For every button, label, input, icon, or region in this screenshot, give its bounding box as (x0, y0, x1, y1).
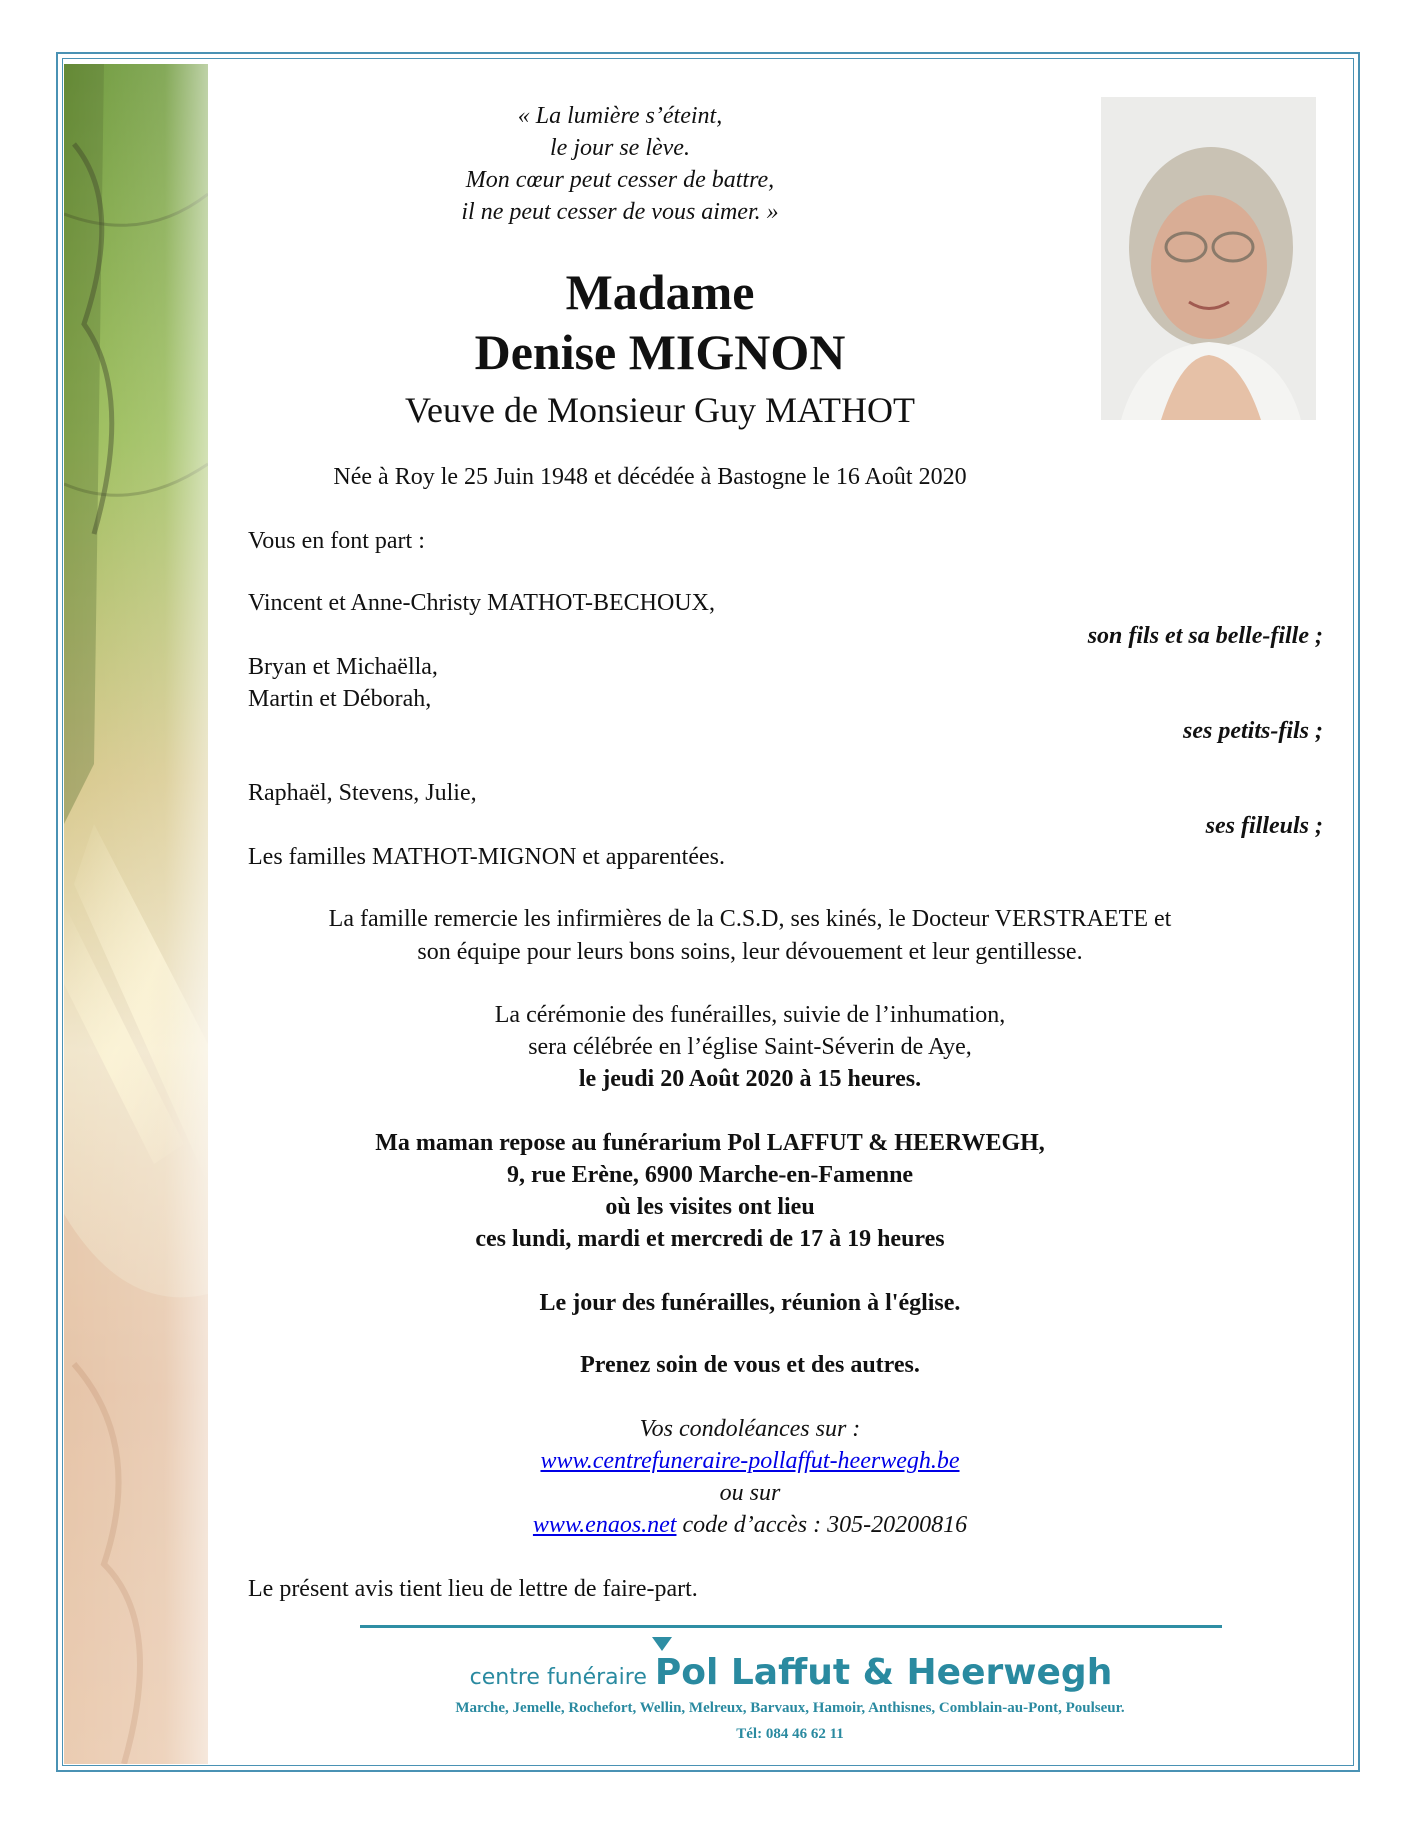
title-madame: Madame (565, 264, 755, 320)
footer-locations: Marche, Jemelle, Rochefort, Wellin, Melreux, Barvaux, Hamoir, Anthisnes, Comblain-au-Pont, Poulseur. (455, 1700, 1125, 1716)
forest-path-image (64, 64, 208, 1764)
footer-telephone: Tél: 084 46 62 11 (736, 1726, 844, 1742)
condolences-link-site[interactable]: www.centrefuneraire-pollaffut-heerwegh.be (540, 1448, 960, 1474)
condolences-link-wrap (330, 1446, 1170, 1476)
condolences-or: ou sur (719, 1480, 781, 1506)
condolences-enaos (330, 1510, 1170, 1540)
funerarium-address: 9, rue Erène, 6900 Marche-en-Famenne (506, 1162, 914, 1188)
footer-rule (360, 1625, 1222, 1628)
family-families: Les familles MATHOT-MIGNON et apparentées. (248, 844, 725, 870)
ceremony-date: le jeudi 20 Août 2020 à 15 heures. (578, 1066, 922, 1092)
footer-triangle-icon (652, 1637, 672, 1651)
quote-line: Mon cœur peut cesser de battre, (465, 167, 775, 193)
intro-line: Vous en font part : (248, 528, 425, 554)
family-son: Vincent et Anne-Christy MATHOT-BECHOUX, (248, 590, 715, 616)
family-grandson: Martin et Déborah, (248, 686, 432, 712)
family-grandson: Bryan et Michaëlla, (248, 654, 438, 680)
funerarium-visits: où les visites ont lieu (605, 1194, 815, 1220)
quote-line: le jour se lève. (550, 135, 690, 161)
ceremony-line: sera célébrée en l’église Saint-Séverin de Aye, (528, 1034, 972, 1060)
access-code: code d’accès : 305-20200816 (676, 1512, 968, 1538)
deceased-name (360, 262, 960, 382)
family-godchildren: Raphaël, Stevens, Julie, (248, 780, 477, 806)
widow-line: Veuve de Monsieur Guy MATHOT (405, 390, 915, 430)
funerarium-hours: ces lundi, mardi et mercredi de 17 à 19 heures (475, 1226, 945, 1252)
notice-line: Le présent avis tient lieu de lettre de faire-part. (248, 1576, 698, 1602)
title-name: Denise MIGNON (474, 324, 846, 380)
condolences-link-enaos[interactable]: www.enaos.net (532, 1512, 677, 1538)
condolences-label: Vos condoléances sur : (639, 1416, 861, 1442)
funerarium-line: Ma maman repose au funérarium Pol LAFFUT & HEERWEGH, (375, 1130, 1045, 1156)
quote-line: il ne peut cesser de vous aimer. » (461, 199, 779, 225)
relation-godchildren: ses filleuls ; (1205, 813, 1323, 839)
logo-big-text: Pol Laffut & Heerwegh (654, 1652, 1113, 1693)
relation-son: son fils et sa belle-fille ; (1087, 623, 1323, 649)
thanks-line: son équipe pour leurs bons soins, leur dévouement et leur gentillesse. (417, 939, 1083, 965)
thanks-line: La famille remercie les infirmières de la C.S.D, ses kinés, le Docteur VERSTRAETE et (328, 906, 1172, 932)
epigraph-quote (330, 100, 910, 228)
logo-small-text: centre funéraire (469, 1665, 647, 1690)
gathering-line: Le jour des funérailles, réunion à l'église. (539, 1290, 961, 1316)
portrait-photo (1101, 97, 1316, 420)
relation-grandsons: ses petits-fils ; (1183, 718, 1323, 744)
ceremony-line: La cérémonie des funérailles, suivie de l’inhumation, (494, 1002, 1006, 1028)
care-line: Prenez soin de vous et des autres. (580, 1352, 920, 1378)
funeral-home-logo (360, 1652, 1222, 1693)
birth-death-line: Née à Roy le 25 Juin 1948 et décédée à Bastogne le 16 Août 2020 (333, 464, 967, 490)
quote-line: « La lumière s’éteint, (517, 103, 723, 129)
